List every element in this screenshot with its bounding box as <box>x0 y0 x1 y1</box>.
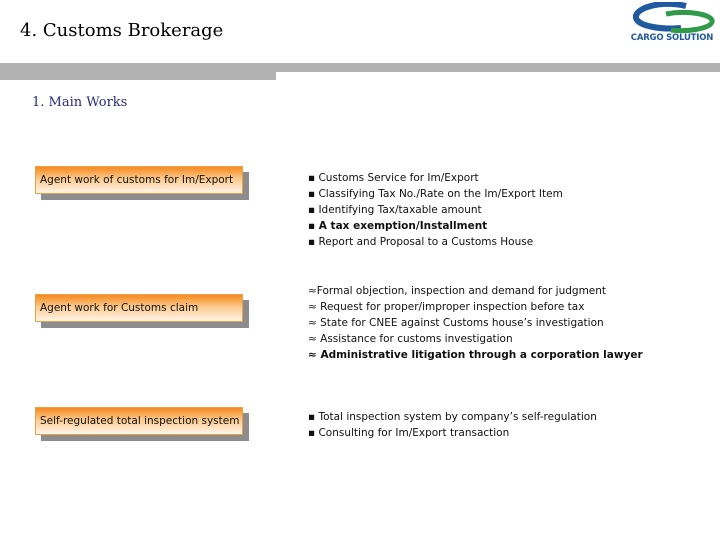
list-item: ▪ A tax exemption/Installment <box>308 220 488 232</box>
work-list-customs-claim <box>308 283 643 363</box>
work-label: Agent work for Customs claim <box>35 294 243 322</box>
page-title: 4. Customs Brokerage <box>20 20 224 41</box>
list-item: ≈ Assistance for customs investigation <box>308 333 513 345</box>
list-item: ▪ Customs Service for Im/Export <box>308 172 479 184</box>
work-label: Agent work of customs for Im/Export <box>35 166 243 194</box>
cargo-solution-logo <box>626 2 718 46</box>
list-item: ▪ Consulting for Im/Export transaction <box>308 427 510 439</box>
work-box-self-inspection <box>35 407 243 435</box>
list-item: ≈ Request for proper/improper inspection before tax <box>308 301 585 313</box>
list-item: ≈Formal objection, inspection and demand for judgment <box>308 285 607 297</box>
list-item: ≈ State for CNEE against Customs house’s investigation <box>308 317 604 329</box>
header-divider-accent <box>0 72 276 80</box>
header-divider <box>0 63 720 72</box>
work-list-import-export <box>308 170 563 250</box>
list-item: ▪ Total inspection system by company’s self-regulation <box>308 411 597 423</box>
work-box-customs-claim <box>35 294 243 322</box>
list-item: ▪ Classifying Tax No./Rate on the Im/Export Item <box>308 188 563 200</box>
work-label: Self-regulated total inspection system <box>35 407 243 435</box>
section-title: 1. Main Works <box>32 95 128 110</box>
list-item: ▪ Identifying Tax/taxable amount <box>308 204 482 216</box>
work-list-self-inspection <box>308 409 597 441</box>
work-box-import-export <box>35 166 243 194</box>
list-item: ≈ Administrative litigation through a corporation lawyer <box>308 349 643 361</box>
logo-text: CARGO SOLUTION <box>630 33 714 43</box>
list-item: ▪ Report and Proposal to a Customs House <box>308 236 534 248</box>
logo-swoosh-icon <box>626 2 718 34</box>
